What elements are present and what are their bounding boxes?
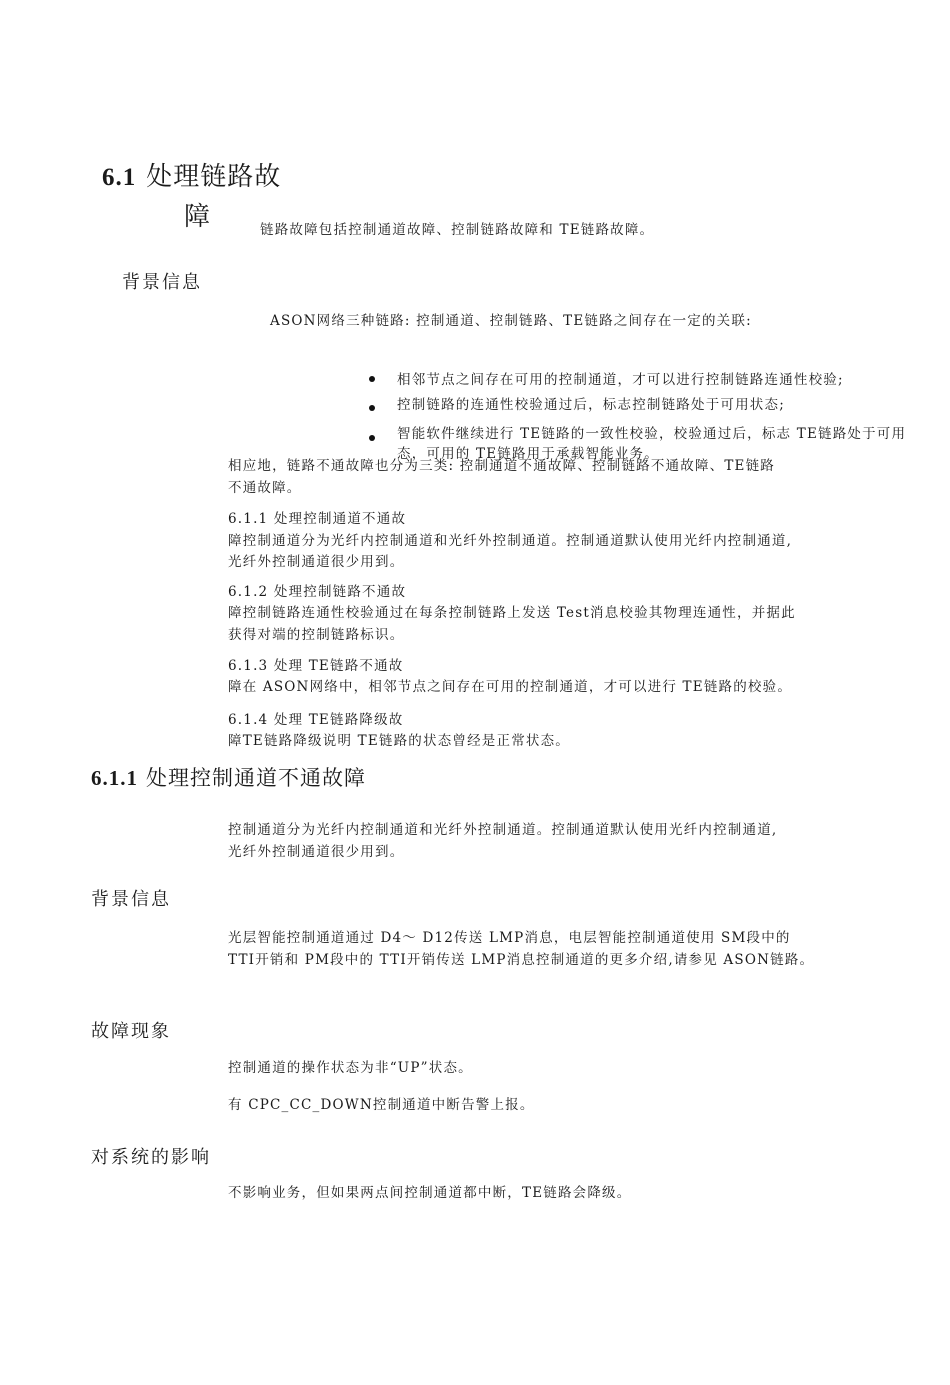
subsection-number: 6.1.1 (91, 766, 138, 790)
section-intro: 链路故障包括控制通道故障、控制链路故障和 TE链路故障。 (260, 222, 655, 238)
symptom-line-1: 控制通道的操作状态为非“UP”状态。 (228, 1060, 473, 1076)
impact-text: 不影响业务，但如果两点间控制通道都中断，TE链路会降级。 (228, 1185, 632, 1201)
bullet-dot (369, 405, 375, 411)
subsection-link-6-1-1[interactable]: 6.1.1 处理控制通道不通故 (228, 511, 407, 527)
subsection-title-text: 处理控制通道不通故障 (146, 766, 366, 790)
subsection-summary-line: 障TE链路降级说明 TE链路的状态曾经是正常状态。 (228, 733, 571, 749)
symptom-heading: 故障现象 (91, 1021, 171, 1042)
bullet-dot (369, 376, 375, 382)
subsection-link-6-1-2[interactable]: 6.1.2 处理控制链路不通故 (228, 584, 407, 600)
subsection-title (91, 762, 366, 792)
bullet-dot (369, 435, 375, 441)
subsection-summary-line: 障在 ASON网络中，相邻节点之间存在可用的控制通道，才可以进行 TE链路的校验。 (228, 679, 793, 695)
background-line-1: 光层智能控制通道通过 D4～ D12传送 LMP消息，电层智能控制通道使用 SM段中的 (228, 930, 791, 946)
background-text: ASON网络三种链路: 控制通道、控制链路、TE链路之间存在一定的关联: (270, 313, 752, 329)
summary-line-1: 相应地，链路不通故障也分为三类: 控制通道不通故障、控制链路不通故障、TE链路 (228, 458, 775, 474)
impact-heading: 对系统的影响 (91, 1147, 211, 1168)
subsection-link-6-1-4[interactable]: 6.1.4 处理 TE链路降级故 (228, 712, 404, 728)
bullet-item-2: 控制链路的连通性校验通过后，标志控制链路处于可用状态; (397, 397, 785, 413)
subsection-link-6-1-3[interactable]: 6.1.3 处理 TE链路不通故 (228, 658, 404, 674)
subsection-summary-line: 获得对端的控制链路标识。 (228, 627, 405, 643)
background-heading: 背景信息 (91, 889, 171, 910)
summary-line-2: 不通故障。 (228, 480, 302, 496)
subsection-summary-line: 障控制链路连通性校验通过在每条控制链路上发送 Test消息校验其物理连通性，并据此 (228, 605, 796, 621)
bullet-item-1: 相邻节点之间存在可用的控制通道，才可以进行控制链路连通性校验; (397, 372, 844, 388)
section-title-continued: 障 (184, 202, 212, 232)
section-title (102, 156, 281, 193)
subsection-summary-line: 光纤外控制通道很少用到。 (228, 554, 405, 570)
bullet-item-3: 智能软件继续进行 TE链路的一致性校验，校验通过后，标志 TE链路处于可用 (397, 426, 907, 442)
subsection-intro-line-2: 光纤外控制通道很少用到。 (228, 844, 405, 860)
bullet-item-3-continued: 态，可用的 TE链路用于承载智能业务。 (397, 446, 659, 462)
background-heading: 背景信息 (122, 272, 202, 293)
section-title-text: 处理链路故 (146, 162, 282, 192)
background-line-2: TTI开销和 PM段中的 TTI开销传送 LMP消息控制通道的更多介绍,请参见 ASON链路。 (228, 952, 815, 968)
symptom-line-2: 有 CPC_CC_DOWN控制通道中断告警上报。 (228, 1097, 535, 1113)
subsection-summary-line: 障控制通道分为光纤内控制通道和光纤外控制通道。控制通道默认使用光纤内控制通道, (228, 533, 793, 549)
section-number: 6.1 (102, 164, 137, 191)
subsection-intro-line-1: 控制通道分为光纤内控制通道和光纤外控制通道。控制通道默认使用光纤内控制通道, (228, 822, 778, 838)
